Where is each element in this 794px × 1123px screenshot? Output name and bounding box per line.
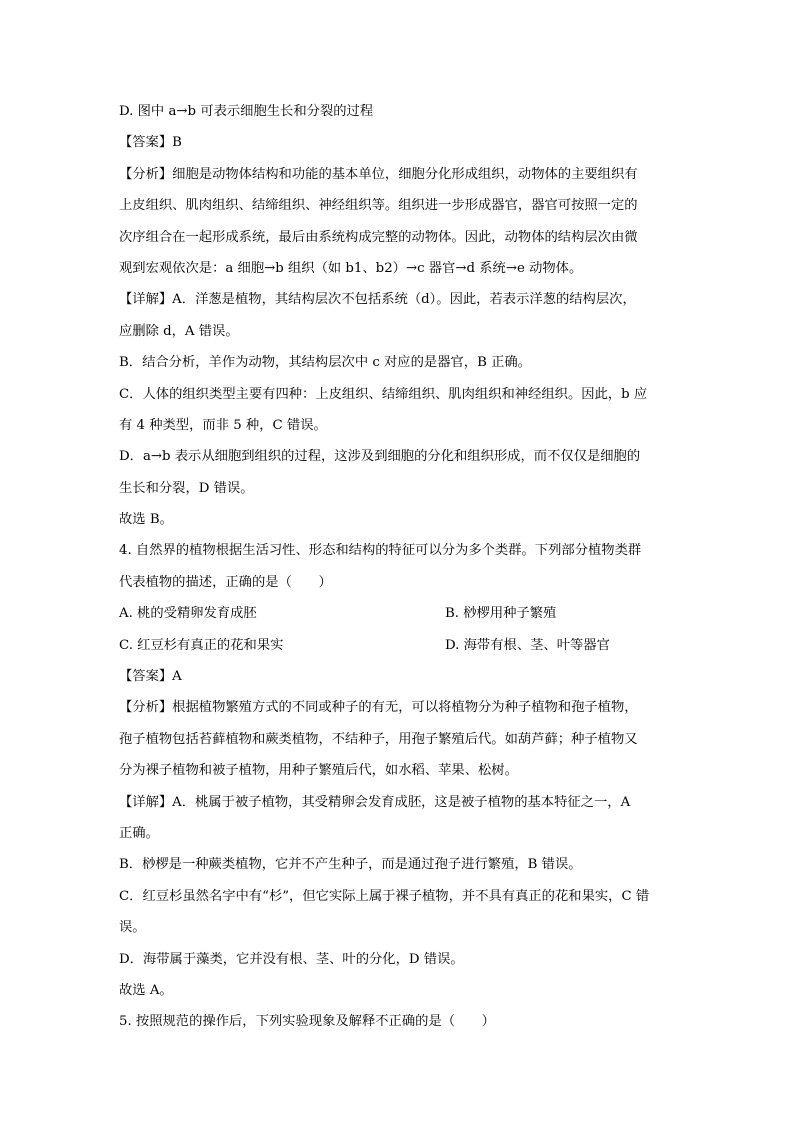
- detail-3-line-3: B．结合分析，羊作为动物，其结构层次中 c 对应的是器官，B 正确。: [119, 355, 531, 371]
- conclusion-4: 故选 A。: [119, 982, 173, 998]
- options-row-2: [119, 630, 679, 661]
- question-5: 5. 按照规范的操作后，下列实验现象及解释不正确的是（ ）: [119, 1014, 495, 1030]
- question-4-line-2: 代表植物的描述，正确的是（ ）: [119, 574, 332, 590]
- analysis-3-line-4: 观到宏观依次是：a 细胞→b 组织（如 b1、b2）→c 器官→d 系统→e 动物体。: [119, 260, 583, 276]
- detail-4-line-1: 【详解】A．桃属于被子植物，其受精卵会发育成胚，这是被子植物的基本特征之一，A: [119, 794, 631, 810]
- detail-4-line-3: B．桫椤是一种蕨类植物，它并不产生种子，而是通过孢子进行繁殖，B 错误。: [119, 857, 582, 873]
- document-page: [119, 96, 679, 1038]
- analysis-4-line-1: 【分析】根据植物繁殖方式的不同或种子的有无，可以将植物分为种子植物和孢子植物，: [119, 700, 638, 716]
- detail-3-line-5: 有 4 种类型，而非 5 种，C 错误。: [119, 417, 327, 433]
- detail-3-line-4: C．人体的组织类型主要有四种：上皮组织、结缔组织、肌肉组织和神经组织。因此，b 应: [119, 386, 648, 402]
- option-c: C. 红豆杉有真正的花和果实: [119, 637, 284, 653]
- options-row-1: [119, 598, 679, 629]
- detail-3-line-2: 应删除 d，A 错误。: [119, 323, 239, 339]
- detail-3-line-7: 生长和分裂，D 错误。: [119, 480, 254, 496]
- analysis-4-line-3: 分为裸子植物和被子植物，用种子繁殖后代，如水稻、苹果、松树。: [119, 763, 518, 779]
- detail-4-line-5: 误。: [119, 920, 146, 936]
- option-d-prev-question: D. 图中 a→b 可表示细胞生长和分裂的过程: [119, 104, 374, 119]
- analysis-4-line-2: 孢子植物包括苔藓植物和蕨类植物，不结种子，用孢子繁殖后代。如葫芦藓；种子植物又: [119, 731, 638, 747]
- answer-4: 【答案】A: [119, 669, 182, 685]
- detail-4-line-2: 正确。: [119, 825, 159, 841]
- analysis-3-line-1: 【分析】细胞是动物体结构和功能的基本单位，细胞分化形成组织，动物体的主要组织有: [119, 166, 638, 182]
- analysis-3-line-3: 次序组合在一起形成系统，最后由系统构成完整的动物体。因此，动物体的结构层次由微: [119, 229, 638, 245]
- conclusion-3: 故选 B。: [119, 512, 173, 528]
- detail-3-line-1: 【详解】A．洋葱是植物，其结构层次不包括系统（d）。因此，若表示洋葱的结构层次，: [119, 292, 636, 308]
- answer-3: 【答案】B: [119, 135, 182, 151]
- detail-4-line-6: D．海带属于藻类，它并没有根、茎、叶的分化，D 错误。: [119, 951, 464, 967]
- option-a: A. 桃的受精卵发育成胚: [119, 606, 257, 622]
- analysis-3-line-2: 上皮组织、肌肉组织、结缔组织、神经组织等。组织进一步形成器官，器官可按照一定的: [119, 198, 638, 214]
- detail-4-line-4: C．红豆杉虽然名字中有“杉”，但它实际上属于裸子植物，并不具有真正的花和果实，C 错: [119, 888, 650, 904]
- question-4-line-1: 4. 自然界的植物根据生活习性、形态和结构的特征可以分为多个类群。下列部分植物类群: [119, 543, 642, 559]
- option-b: B. 桫椤用种子繁殖: [445, 606, 557, 622]
- detail-3-line-6: D．a→b 表示从细胞到组织的过程，这涉及到细胞的分化和组织形成，而不仅仅是细胞的: [119, 449, 641, 465]
- option-d: D. 海带有根、茎、叶等器官: [445, 637, 610, 653]
